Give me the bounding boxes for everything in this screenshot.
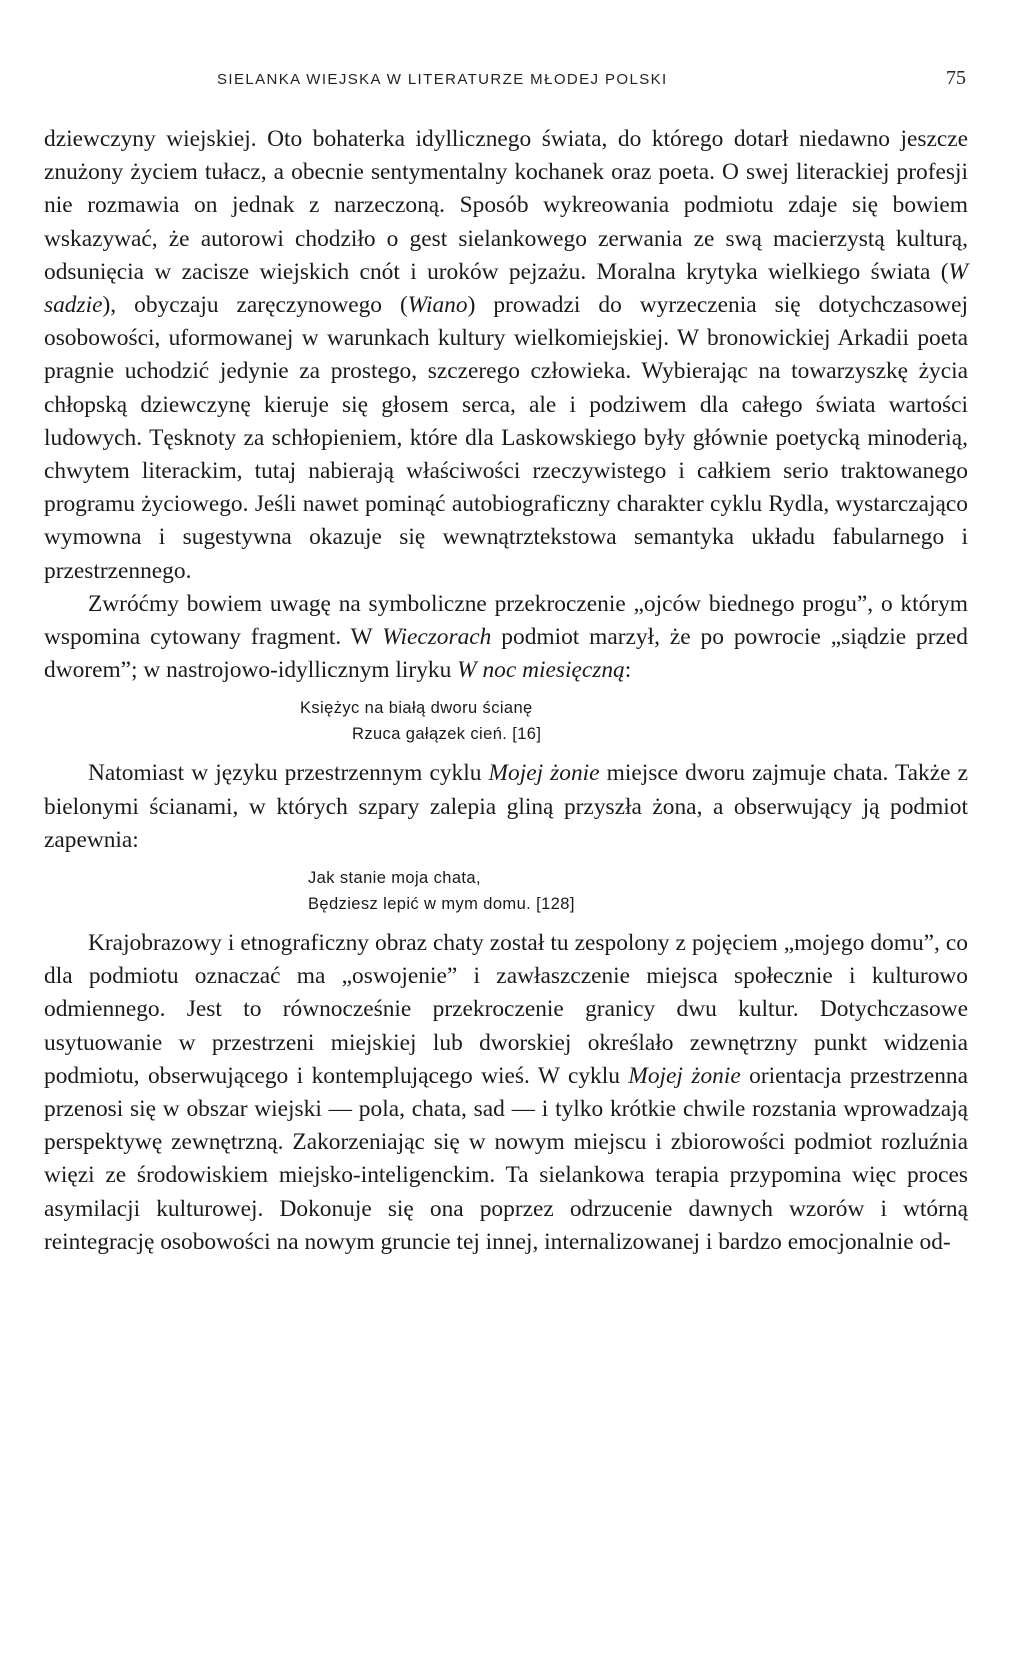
verse-line: Rzuca gałązek cień. [16]	[352, 725, 542, 744]
italic-title: Wieczorach	[382, 624, 492, 651]
paragraph-text: :	[624, 657, 632, 684]
verse-line: Jak stanie moja chata,	[308, 869, 481, 888]
paragraph-text: Krajobrazowy i etnograficzny obraz chaty został tu zespolony z pojęciem „mojego domu”, co dla podmiotu oznaczać ma „oswojenie” i zawłaszczenie miejsca społecznie i kulturowo odmiennego. Jest to równocześnie przekroczenie granicy dwu kultur. Dotychczasowe usytuowanie w przestrzeni miejskiej lub dworskiej określało zewnętrzny punkt widzenia podmiotu, obserwującego i kontemplującego wieś. W cyklu	[44, 930, 968, 1089]
page-number: 75	[946, 67, 966, 89]
italic-title: Mojej żonie	[628, 1062, 741, 1089]
book-page	[44, 62, 968, 1259]
verse-line: Będziesz lepić w mym domu. [128]	[308, 895, 575, 914]
paragraph-text: Zwróćmy bowiem uwagę na symboliczne przekroczenie „ojców biednego progu”, o którym wspomina cytowany fragment. W	[44, 590, 968, 651]
italic-title: W noc miesięczną	[457, 657, 625, 684]
paragraph-text: miejsce dworu zajmuje chata. Także z bielonymi ścianami, w których szpary zalepia gliną przyszła żona, a obserwujący ją podmiot zapewnia:	[44, 760, 968, 853]
running-head	[44, 62, 968, 92]
italic-title: W sadzie	[44, 258, 968, 319]
verse-quote-1	[44, 695, 968, 747]
paragraph-1	[44, 123, 968, 588]
paragraph-text: dziewczyny wiejskiej. Oto bohaterka idyllicznego świata, do którego dotarł niedawno jeszcze znużony życiem tułacz, a obecnie sentymentalny kochanek oraz poeta. O swej literackiej profesji nie rozmawia on jednak z narzeczoną. Sposób wykreowania podmiotu zdaje się bowiem wskazywać, że autorowi chodziło o gest sielankowego zerwania ze swą macierzystą kulturą, odsunięcia w zacisze wiejskich cnót i uroków pejzażu. Moralna krytyka wielkiego świata (	[44, 126, 968, 285]
paragraph-2	[44, 588, 968, 688]
paragraph-4	[44, 927, 968, 1259]
paragraph-text: podmiot marzył, że po powrocie „siądzie przed dworem”; w nastrojowo-idyllicznym liryku	[44, 624, 968, 684]
verse-line: Księżyc na białą dworu ścianę	[300, 699, 533, 718]
verse-quote-2	[44, 865, 968, 917]
running-title: SIELANKA WIEJSKA W LITERATURZE MŁODEJ POLSKI	[217, 71, 668, 88]
paragraph-text: ) prowadzi do wyrzeczenia się dotychczasowej osobowości, uformowanej w warunkach kultury wielkomiejskiej. W bronowickiej Arkadii poeta pragnie uchodzić jedynie za prostego, szczerego człowieka. Wybierając na towarzyszkę życia chłopską dziewczynę kieruje się głosem serca, ale i podziwem dla całego świata wartości ludowych. Tęsknoty za schłopieniem, które dla Laskowskiego były głównie poetycką minoderią, chwytem literackim, tutaj nabierają właściwości rzeczywistego i całkiem serio traktowanego programu życiowego. Jeśli nawet pominąć autobiograficzny charakter cyklu Rydla, wystarczająco wymowna i sugestywna okazuje się wewnątrztekstowa semantyka układu fabularnego i przestrzennego.	[44, 292, 968, 584]
paragraph-text: ), obyczaju zaręczynowego (	[102, 292, 408, 319]
paragraph-3	[44, 757, 968, 857]
italic-title: Wiano	[407, 292, 468, 319]
paragraph-text: orientacja przestrzenna przenosi się w obszar wiejski — pola, chata, sad — i tylko krótkie chwile rozstania wprowadzają perspektywę zewnętrzną. Zakorzeniając się w nowym miejscu i zbiorowości podmiot rozluźnia więzi ze środowiskiem miejsko-inteligenckim. Ta sielankowa terapia przypomina więc proces asymilacji kulturowej. Dokonuje się ona poprzez odrzucenie dawnych wzorów i wtórną reintegrację osobowości na nowym gruncie tej innej, internalizowanej i bardzo emocjonalnie od-	[44, 1062, 969, 1255]
paragraph-text: Natomiast w języku przestrzennym cyklu	[88, 760, 489, 787]
italic-title: Mojej żonie	[488, 760, 600, 787]
body-text	[44, 123, 968, 1259]
